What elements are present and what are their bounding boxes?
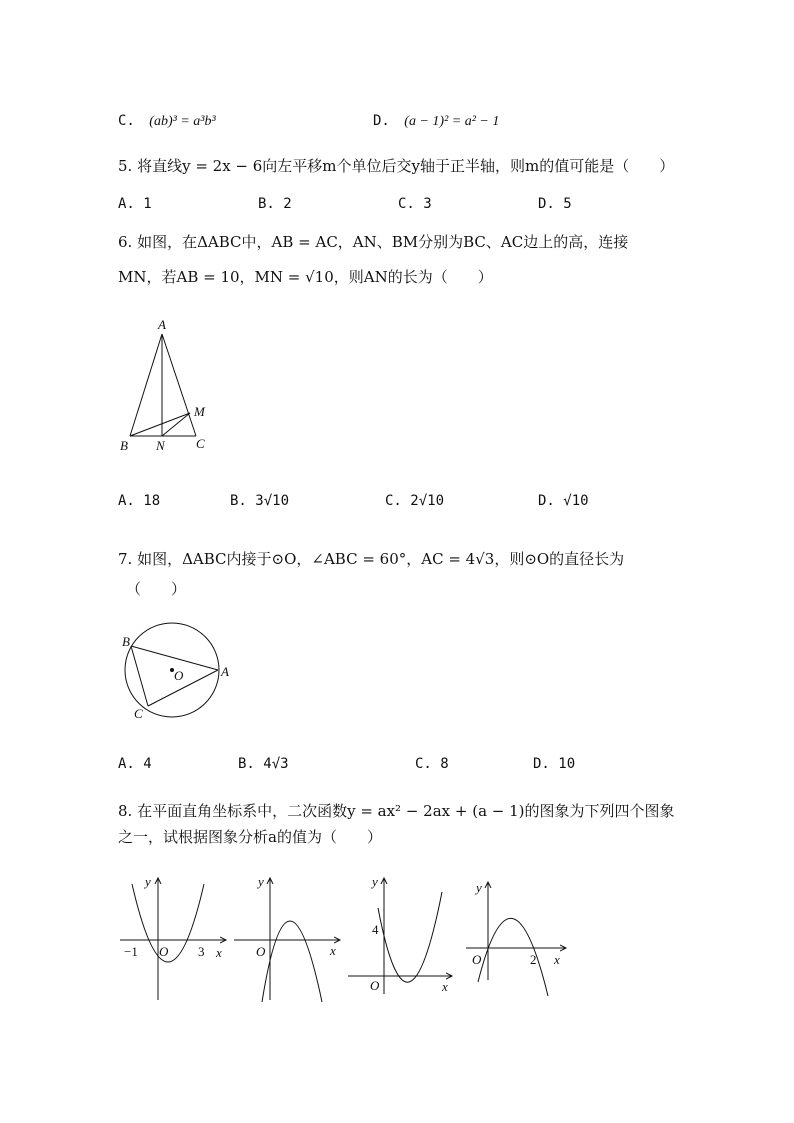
q8-stem-line2: 之一，试根据图象分析a的值为（ ） bbox=[118, 828, 382, 846]
q5-option-d: D. 5 bbox=[538, 196, 572, 212]
q6-triangle-figure bbox=[110, 312, 220, 457]
q7-label-a: A bbox=[221, 664, 229, 679]
q8-g2-y-label: y bbox=[258, 874, 264, 889]
q8-g2-origin: O bbox=[256, 944, 266, 959]
q4-option-c-expr: (ab)³ = a³b³ bbox=[149, 114, 216, 129]
q7-circle-figure bbox=[112, 618, 242, 728]
q7-option-d: D. 10 bbox=[533, 756, 576, 772]
q8-g2-parabola bbox=[262, 921, 322, 1002]
q6-label-m: M bbox=[194, 404, 205, 419]
q8-g4-right-root: 2 bbox=[530, 952, 537, 967]
q8-g4-y-label: y bbox=[476, 880, 482, 895]
q7-stem-line1: 7. 如图，ΔABC内接于⊙O，∠ABC = 60°，AC = 4√3，则⊙O的直径长为 bbox=[118, 550, 625, 568]
q8-g2-x-label: x bbox=[330, 943, 336, 958]
q8-g1-right-root: 3 bbox=[198, 944, 205, 959]
q7-label-o: O bbox=[174, 668, 184, 683]
q8-g3-y-label: y bbox=[372, 874, 378, 889]
q8-graph-3 bbox=[346, 872, 458, 1000]
q8-graph-2 bbox=[232, 872, 344, 1004]
q6-option-c: C. 2√10 bbox=[385, 493, 445, 509]
q6-stem-line2: MN，若AB = 10，MN = √10，则AN的长为（ ） bbox=[118, 268, 493, 286]
q6-side-ac bbox=[162, 334, 196, 436]
q4-option-d-label: D. bbox=[373, 113, 390, 129]
q6-altitude-bm bbox=[130, 413, 190, 436]
q7-side-ba bbox=[131, 646, 218, 670]
q8-g1-y-label: y bbox=[145, 874, 151, 889]
q5-option-a: A. 1 bbox=[118, 196, 152, 212]
q6-stem-line1: 6. 如图，在ΔABC中，AB = AC，AN、BM分别为BC、AC边上的高，连接 bbox=[118, 233, 629, 251]
q7-label-b: B bbox=[122, 634, 130, 649]
q5-stem: 5. 将直线y = 2x − 6向左平移m个单位后交y轴于正半轴，则m的值可能是（ ） bbox=[118, 157, 675, 175]
q8-g1-left-root: −1 bbox=[124, 944, 138, 959]
q6-option-a: A. 18 bbox=[118, 493, 161, 509]
q8-g4-origin: O bbox=[472, 952, 482, 967]
q4-option-d-expr: (a − 1)² = a² − 1 bbox=[404, 114, 500, 129]
q6-option-d: D. √10 bbox=[538, 493, 589, 509]
q6-option-b: B. 3√10 bbox=[230, 493, 290, 509]
q8-g3-parabola bbox=[378, 892, 442, 982]
q8-g3-x-label: x bbox=[442, 979, 448, 994]
q4-option-d bbox=[373, 113, 499, 130]
q8-graph-1 bbox=[118, 872, 230, 1004]
q6-label-n: N bbox=[156, 438, 165, 453]
q8-g3-origin: O bbox=[370, 978, 380, 993]
q8-g4-x-label: x bbox=[554, 952, 560, 967]
q6-label-a: A bbox=[158, 317, 166, 332]
q6-label-b: B bbox=[120, 438, 128, 453]
q8-g1-origin: O bbox=[159, 944, 169, 959]
q4-option-c bbox=[118, 113, 216, 130]
q7-option-a: A. 4 bbox=[118, 756, 152, 772]
q7-label-c: C bbox=[134, 706, 143, 721]
q7-option-b: B. 4√3 bbox=[238, 756, 289, 772]
q8-g3-y-intercept: 4 bbox=[372, 922, 379, 937]
q5-option-c: C. 3 bbox=[398, 196, 432, 212]
q5-option-b: B. 2 bbox=[258, 196, 292, 212]
q8-g1-x-label: x bbox=[216, 945, 222, 960]
q6-side-ab bbox=[130, 334, 162, 436]
q6-segment-mn bbox=[162, 413, 190, 436]
q8-graph-4 bbox=[462, 876, 572, 1000]
q6-label-c: C bbox=[196, 436, 205, 451]
q7-option-c: C. 8 bbox=[415, 756, 449, 772]
q8-stem-line1: 8. 在平面直角坐标系中，二次函数y = ax² − 2ax + (a − 1)的图象为下列四个图象 bbox=[118, 802, 675, 820]
q7-stem-line2: （ ） bbox=[126, 580, 187, 598]
q4-option-c-label: C. bbox=[118, 113, 135, 129]
